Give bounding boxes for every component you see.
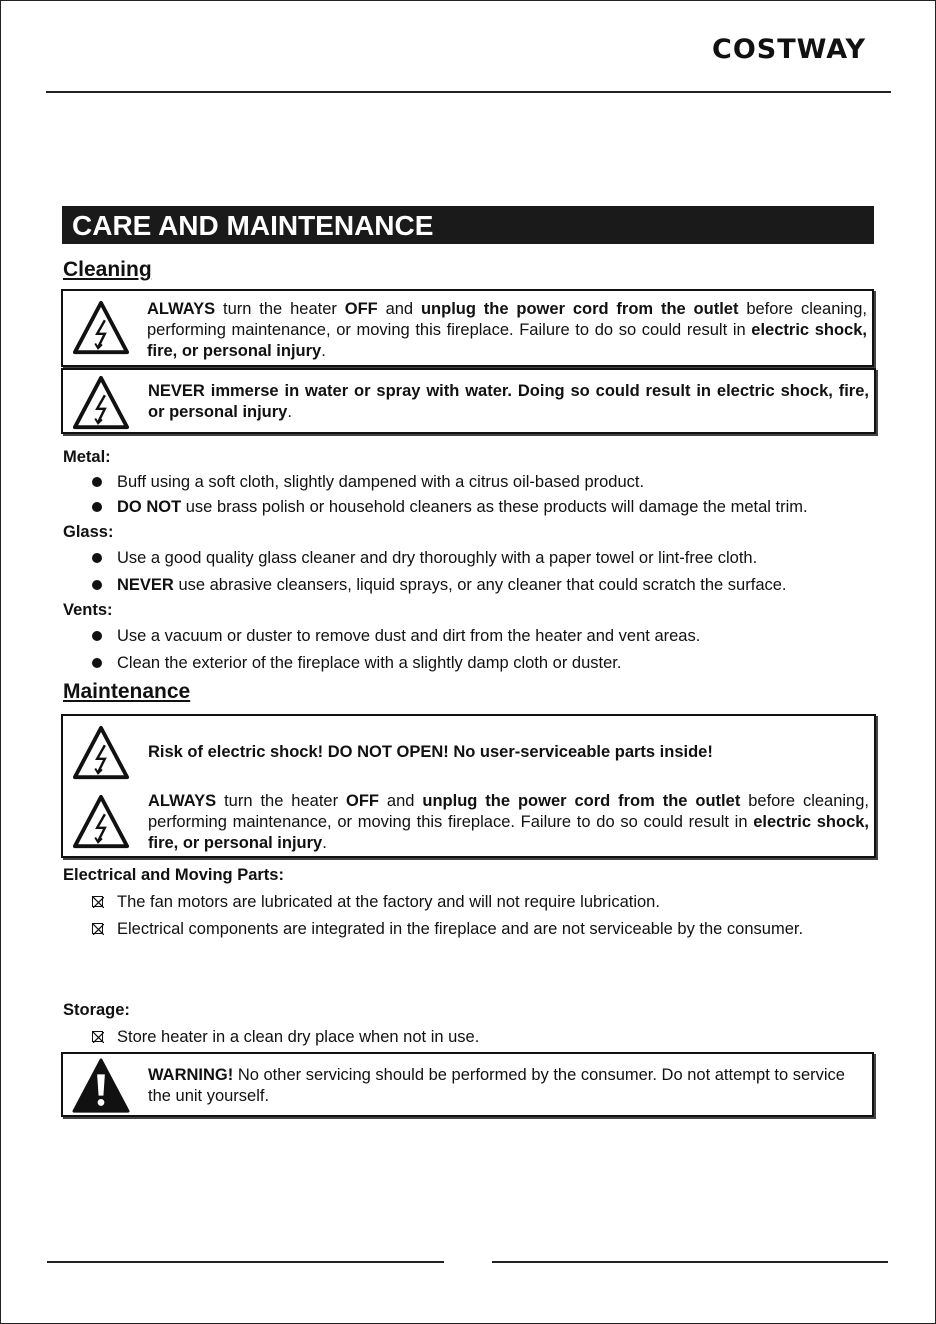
text-bold: ALWAYS — [148, 792, 217, 810]
electric-hazard-icon — [72, 793, 130, 851]
cleaning-warning-1-text — [147, 299, 867, 362]
storage-warning-box — [61, 1052, 874, 1117]
bullet-icon — [92, 502, 102, 512]
cleaning-warning-box-2 — [61, 368, 876, 434]
text-bold: DO NOT — [117, 498, 182, 516]
metal-item-2 — [117, 498, 808, 517]
warning-exclamation-icon — [72, 1057, 130, 1115]
storage-label: Storage: — [63, 1001, 130, 1019]
text-bold: OFF — [346, 792, 380, 810]
cleaning-heading: Cleaning — [63, 258, 152, 281]
electrical-label: Electrical and Moving Parts: — [63, 866, 284, 884]
cleaning-warning-box-1 — [61, 289, 874, 367]
text: . — [287, 403, 292, 421]
header-rule — [46, 91, 891, 93]
electric-hazard-icon — [72, 374, 130, 432]
text: before cleaning, performing maintenance, or moving this fireplace. Failure to do so could result in — [148, 792, 869, 831]
text-bold: electric shock, fire, or personal injury — [148, 813, 870, 852]
cleaning-warning-2-text — [148, 381, 869, 423]
maintenance-heading: Maintenance — [63, 680, 191, 703]
bullet-icon — [92, 631, 102, 641]
glass-item-2 — [117, 576, 787, 595]
checkbox-x-icon — [92, 923, 103, 934]
maintenance-warning-1-text — [148, 742, 869, 763]
text: . — [321, 342, 326, 360]
text: and — [377, 300, 421, 318]
text: before cleaning, performing maintenance, or moving this fireplace. Failure to do so could result in — [147, 300, 867, 339]
section-title: CARE AND MAINTENANCE — [62, 206, 874, 244]
text: and — [379, 792, 423, 810]
metal-label: Metal: — [63, 448, 111, 466]
text-bold: electric shock, fire, or personal injury — [147, 321, 867, 360]
text: use abrasive cleansers, liquid sprays, or any cleaner that could scratch the surface. — [173, 576, 787, 594]
glass-label: Glass: — [63, 523, 114, 541]
vents-item-1: Use a vacuum or duster to remove dust and dirt from the heater and vent areas. — [117, 627, 701, 645]
checkbox-x-icon — [92, 896, 103, 907]
storage-warning-text — [148, 1065, 867, 1107]
bullet-icon — [92, 658, 102, 668]
metal-item-1: Buff using a soft cloth, slightly dampened with a citrus oil-based product. — [117, 473, 645, 491]
electric-hazard-icon — [72, 299, 130, 357]
checkbox-x-icon — [92, 1031, 103, 1042]
text: turn the heater — [215, 300, 345, 318]
text-bold: ALWAYS — [147, 300, 216, 318]
maintenance-warning-2-text — [148, 791, 869, 854]
text: use brass polish or household cleaners as these products will damage the metal trim. — [181, 498, 808, 516]
text-bold: OFF — [344, 300, 378, 318]
electrical-item-1: The fan motors are lubricated at the factory and will not require lubrication. — [117, 893, 660, 911]
bullet-icon — [92, 553, 102, 563]
bullet-icon — [92, 477, 102, 487]
brand-logo: COSTWAY — [712, 34, 867, 65]
text-bold: NEVER immerse in water or spray with water. Doing so could result in electric shock, fire, or personal injury — [148, 382, 869, 421]
maintenance-warning-box — [61, 714, 876, 858]
footer-rule-left — [47, 1261, 444, 1263]
electrical-item-2: Electrical components are integrated in the fireplace and are not serviceable by the consumer. — [117, 920, 804, 938]
text: . — [322, 834, 327, 852]
text: turn the heater — [216, 792, 347, 810]
text-bold: NEVER — [117, 576, 174, 594]
electric-hazard-icon — [72, 724, 130, 782]
glass-item-1: Use a good quality glass cleaner and dry thoroughly with a paper towel or lint-free cloth. — [117, 549, 758, 567]
text: No other servicing should be performed by the consumer. Do not attempt to service the unit yourself. — [148, 1066, 845, 1105]
vents-label: Vents: — [63, 601, 113, 619]
text-bold: unplug the power cord from the outlet — [420, 300, 739, 318]
text-bold: WARNING! — [148, 1066, 234, 1084]
text-bold: Risk of electric shock! DO NOT OPEN! No user-serviceable parts inside! — [148, 743, 713, 761]
vents-item-2: Clean the exterior of the fireplace with a slightly damp cloth or duster. — [117, 654, 622, 672]
text-bold: unplug the power cord from the outlet — [422, 792, 741, 810]
footer-rule-right — [492, 1261, 888, 1263]
bullet-icon — [92, 580, 102, 590]
storage-item-1: Store heater in a clean dry place when not in use. — [117, 1028, 480, 1046]
